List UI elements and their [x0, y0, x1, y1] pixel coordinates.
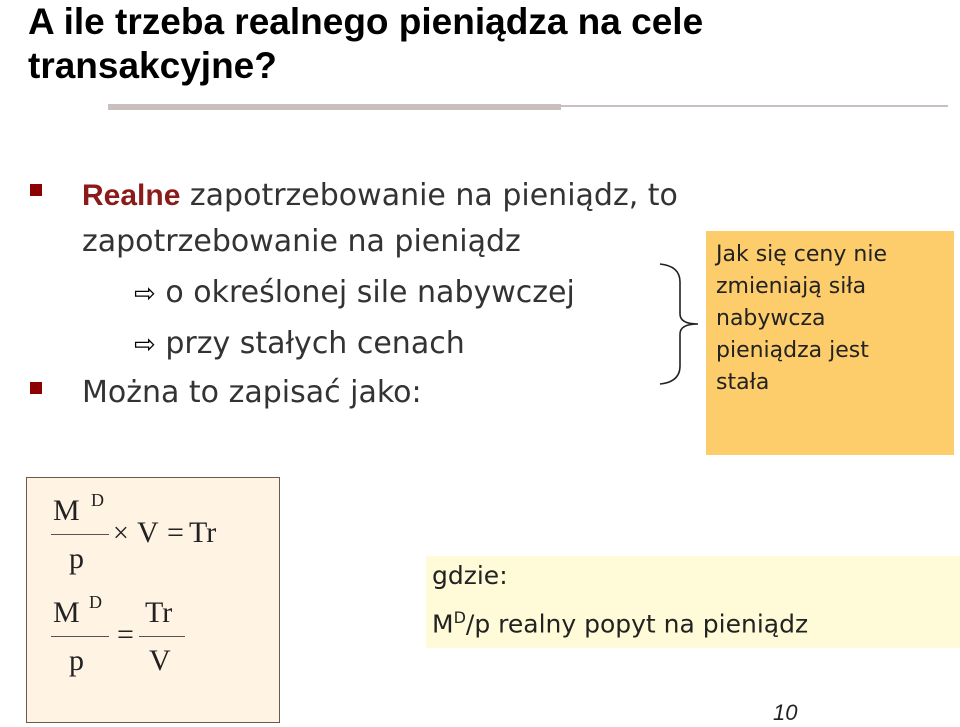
- right-arrow-icon: ⇨: [134, 330, 156, 360]
- gdzie-rest: /p realny popyt na pieniądz: [465, 609, 809, 639]
- formula1-M: M: [53, 494, 80, 527]
- gdzie-M: M: [432, 609, 454, 639]
- callout-line: Jak się ceny nie: [716, 242, 887, 267]
- slide-title: A ile trzeba realnego pieniądza na cele transakcyjne?: [28, 1, 704, 86]
- sub-item-stale-ceny: [134, 325, 465, 364]
- formula1-times: ×: [113, 518, 129, 549]
- formula2-D: D: [89, 592, 102, 612]
- bullet-realne-line1: [82, 177, 678, 215]
- page-number: 10: [773, 700, 798, 725]
- formula2-M: M: [53, 596, 80, 629]
- formula1-V: V: [137, 516, 159, 549]
- callout-line: stała: [716, 370, 770, 395]
- callout-line: nabywcza: [716, 306, 826, 331]
- bullet-square-icon: [30, 184, 42, 196]
- formula1-D: D: [91, 490, 104, 510]
- title-divider: [108, 104, 948, 110]
- right-arrow-icon: ⇨: [134, 279, 156, 309]
- sub-item-stale-text: przy stałych cenach: [165, 326, 465, 361]
- bullet-realne-line2: zapotrzebowanie na pieniądz: [82, 224, 521, 259]
- formula1-eq: =: [167, 516, 184, 549]
- gdzie-definition: [432, 602, 808, 640]
- realne-accent: Realne: [82, 179, 181, 212]
- gdzie-label: gdzie:: [432, 561, 508, 590]
- formula1-fraction-bar: [51, 534, 109, 535]
- gdzie-D: D: [453, 608, 466, 627]
- divider-thin-segment: [561, 105, 948, 107]
- formula2-Tr: Tr: [145, 596, 173, 629]
- callout-line: pieniądza jest: [716, 338, 869, 363]
- bullet-realne-rest: zapotrzebowanie na pieniądz, to: [180, 178, 678, 213]
- definition-box: [426, 556, 960, 648]
- constant-prices-callout: [706, 231, 954, 455]
- bullet-square-icon: [30, 382, 42, 394]
- formula2-V: V: [149, 644, 171, 677]
- formula1-p: p: [69, 542, 84, 575]
- curly-brace-icon: [650, 262, 710, 386]
- callout-line: zmieniają siła: [716, 274, 867, 299]
- divider-thick-segment: [108, 104, 561, 110]
- sub-item-sila-nabywcza: [134, 274, 575, 313]
- formula1-Tr: Tr: [189, 516, 217, 549]
- formula2-p: p: [69, 644, 84, 677]
- sub-item-sila-text: o określonej sile nabywczej: [165, 275, 575, 310]
- formula-box: [26, 477, 280, 723]
- bullet-mozna-zapisac: Można to zapisać jako:: [82, 375, 422, 410]
- formula2-fraction-bar-right: [139, 636, 185, 637]
- formula2-eq: =: [117, 618, 134, 651]
- formula2-fraction-bar-left: [51, 636, 109, 637]
